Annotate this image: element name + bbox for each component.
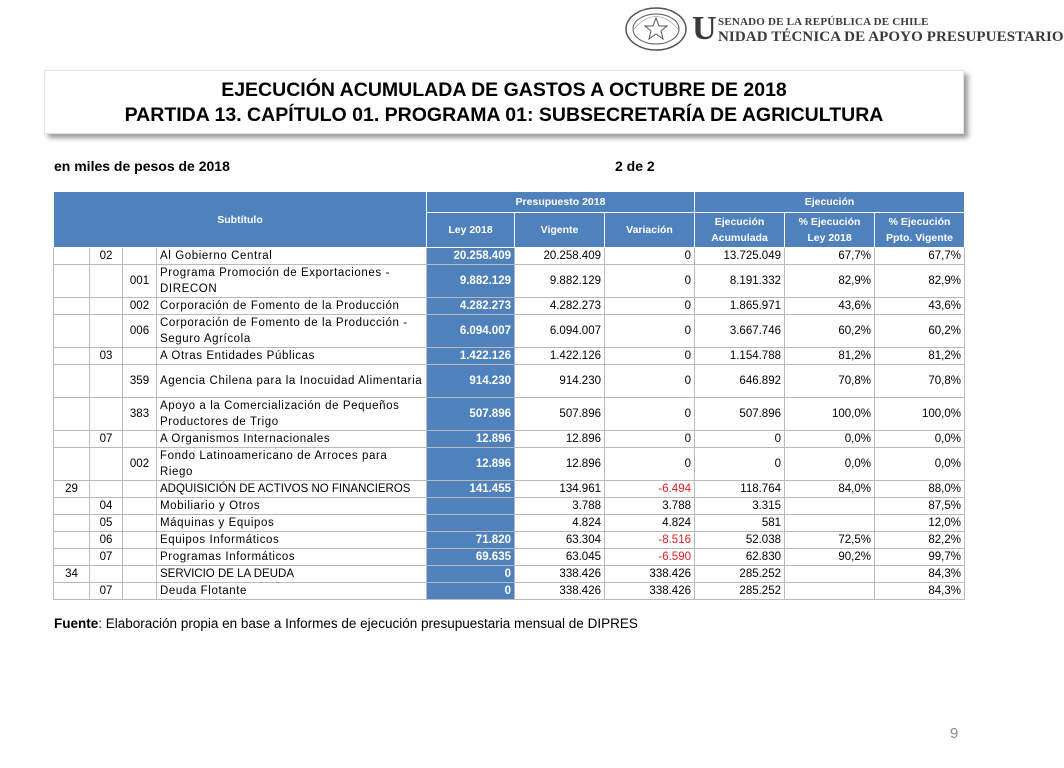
description-cell: Agencia Chilena para la Inocuidad Alimentaria [157,365,427,398]
pct-ejecucion-vigente-cell: 100,0% [875,398,965,431]
page-count-label: 2 de 2 [615,158,655,174]
pct-ejecucion-ley-cell: 100,0% [785,398,875,431]
header-ejecucion-group: Ejecución [695,192,965,213]
table-row [54,248,965,265]
header-vigente: Vigente [515,213,605,248]
pct-ejecucion-vigente-cell: 43,6% [875,298,965,315]
pct-ejecucion-ley-cell: 0,0% [785,448,875,481]
table-row [54,431,965,448]
budget-table [53,191,965,600]
subtitulo-cell [54,583,90,600]
description-cell: A Otras Entidades Públicas [157,348,427,365]
ley-2018-cell: 6.094.007 [427,315,515,348]
ejecucion-acumulada-cell: 285.252 [695,566,785,583]
item-cell: 07 [90,583,123,600]
ejecucion-acumulada-cell: 118.764 [695,481,785,498]
asignacion-cell: 006 [123,315,157,348]
variacion-cell: 0 [605,298,695,315]
variacion-cell: -6.590 [605,549,695,566]
table-row [54,298,965,315]
item-cell [90,566,123,583]
ejecucion-acumulada-cell: 3.315 [695,498,785,515]
subtitulo-cell [54,448,90,481]
variacion-cell: 338.426 [605,583,695,600]
ejecucion-acumulada-cell: 646.892 [695,365,785,398]
item-cell [90,265,123,298]
header-variacion: Variación [605,213,695,248]
subtitulo-cell: 34 [54,566,90,583]
vigente-cell: 134.961 [515,481,605,498]
subtitulo-cell [54,348,90,365]
pct-ejecucion-vigente-cell: 0,0% [875,448,965,481]
table-row [54,448,965,481]
header-pct-vigente: % Ejecución Ppto. Vigente [875,213,965,248]
pct-ejecucion-ley-cell: 81,2% [785,348,875,365]
source-note [54,616,638,631]
asignacion-cell: 002 [123,448,157,481]
ejecucion-acumulada-cell: 0 [695,431,785,448]
ley-2018-cell: 507.896 [427,398,515,431]
subtitulo-cell [54,365,90,398]
ejecucion-acumulada-cell: 13.725.049 [695,248,785,265]
vigente-cell: 507.896 [515,398,605,431]
subtitulo-cell [54,431,90,448]
description-cell: Mobiliario y Otros [157,498,427,515]
subtitulo-cell [54,315,90,348]
variacion-cell: 0 [605,265,695,298]
description-cell: Corporación de Fomento de la Producción [157,298,427,315]
description-cell: Equipos Informáticos [157,532,427,549]
asignacion-cell [123,583,157,600]
pct-ejecucion-vigente-cell: 81,2% [875,348,965,365]
header-ejec-acumulada: Ejecución Acumulada [695,213,785,248]
ejecucion-acumulada-cell: 1.865.971 [695,298,785,315]
table-row [54,583,965,600]
ley-2018-cell: 0 [427,566,515,583]
ley-2018-cell: 141.455 [427,481,515,498]
ley-2018-cell: 914.230 [427,365,515,398]
title-line-1: EJECUCIÓN ACUMULADA DE GASTOS A OCTUBRE DE 2018 [221,79,787,101]
vigente-cell: 914.230 [515,365,605,398]
vigente-cell: 63.304 [515,532,605,549]
pct-ejecucion-ley-cell: 0,0% [785,431,875,448]
vigente-cell: 12.896 [515,448,605,481]
table-row [54,398,965,431]
pct-ejecucion-vigente-cell: 67,7% [875,248,965,265]
pct-ejecucion-ley-cell [785,515,875,532]
vigente-cell: 4.282.273 [515,298,605,315]
ejecucion-acumulada-cell: 3.667.746 [695,315,785,348]
description-cell: Corporación de Fomento de la Producción - Seguro Agrícola [157,315,427,348]
variacion-cell: 0 [605,315,695,348]
ley-2018-cell [427,515,515,532]
description-cell: A Organismos Internacionales [157,431,427,448]
ley-2018-cell: 71.820 [427,532,515,549]
description-cell: Programa Promoción de Exportaciones - DIRECON [157,265,427,298]
ley-2018-cell: 69.635 [427,549,515,566]
vigente-cell: 338.426 [515,566,605,583]
subtitulo-cell [54,248,90,265]
subtitulo-cell [54,265,90,298]
ejecucion-acumulada-cell: 581 [695,515,785,532]
pct-ejecucion-ley-cell: 70,8% [785,365,875,398]
description-cell: SERVICIO DE LA DEUDA [157,566,427,583]
title-line-2: PARTIDA 13. CAPÍTULO 01. PROGRAMA 01: SUBSECRETARÍA DE AGRICULTURA [124,104,884,126]
pct-ejecucion-vigente-cell: 82,9% [875,265,965,298]
header-pct-ley: % Ejecución Ley 2018 [785,213,875,248]
variacion-cell: 338.426 [605,566,695,583]
variacion-cell: -6.494 [605,481,695,498]
item-cell: 04 [90,498,123,515]
ley-2018-cell: 9.882.129 [427,265,515,298]
item-cell [90,315,123,348]
pct-ejecucion-ley-cell: 72,5% [785,532,875,549]
item-cell: 05 [90,515,123,532]
subtitulo-cell [54,398,90,431]
pct-ejecucion-ley-cell: 84,0% [785,481,875,498]
subtitulo-cell [54,515,90,532]
ejecucion-acumulada-cell: 8.191.332 [695,265,785,298]
ejecucion-acumulada-cell: 285.252 [695,583,785,600]
table-row [54,481,965,498]
asignacion-cell [123,532,157,549]
variacion-cell: 4.824 [605,515,695,532]
asignacion-cell [123,549,157,566]
item-cell [90,365,123,398]
pct-ejecucion-vigente-cell: 0,0% [875,431,965,448]
description-cell: Apoyo a la Comercialización de Pequeños Productores de Trigo [157,398,427,431]
pct-ejecucion-vigente-cell: 82,2% [875,532,965,549]
item-cell: 06 [90,532,123,549]
pct-ejecucion-vigente-cell: 99,7% [875,549,965,566]
table-row [54,498,965,515]
asignacion-cell [123,431,157,448]
vigente-cell: 338.426 [515,583,605,600]
item-cell: 07 [90,431,123,448]
pct-ejecucion-ley-cell [785,566,875,583]
variacion-cell: 0 [605,365,695,398]
pct-ejecucion-ley-cell: 43,6% [785,298,875,315]
title-box [44,70,964,134]
source-text: : Elaboración propia en base a Informes de ejecución presupuestaria mensual de DIPRES [98,616,638,631]
ejecucion-acumulada-cell: 52.038 [695,532,785,549]
pct-ejecucion-ley-cell: 60,2% [785,315,875,348]
description-cell: Programas Informáticos [157,549,427,566]
table-row [54,348,965,365]
asignacion-cell [123,248,157,265]
brand-line-1: SENADO DE LA REPÚBLICA DE CHILE [718,16,929,28]
header-subtitulo: Subtítulo [54,192,427,248]
pct-ejecucion-ley-cell: 82,9% [785,265,875,298]
ejecucion-acumulada-cell: 1.154.788 [695,348,785,365]
description-cell: Fondo Latinoamericano de Arroces para Riego [157,448,427,481]
subtitulo-cell [54,549,90,566]
ley-2018-cell: 20.258.409 [427,248,515,265]
ejecucion-acumulada-cell: 0 [695,448,785,481]
asignacion-cell: 383 [123,398,157,431]
pct-ejecucion-vigente-cell: 84,3% [875,566,965,583]
source-label: Fuente [54,616,99,631]
pct-ejecucion-ley-cell: 90,2% [785,549,875,566]
ley-2018-cell: 12.896 [427,448,515,481]
pct-ejecucion-vigente-cell: 88,0% [875,481,965,498]
pct-ejecucion-vigente-cell: 12,0% [875,515,965,532]
item-cell: 07 [90,549,123,566]
description-cell: Máquinas y Equipos [157,515,427,532]
senado-seal-logo [624,6,688,52]
table-row [54,315,965,348]
variacion-cell: -8.516 [605,532,695,549]
pct-ejecucion-ley-cell: 67,7% [785,248,875,265]
variacion-cell: 0 [605,448,695,481]
table-row [54,515,965,532]
subtitulo-cell [54,532,90,549]
asignacion-cell [123,481,157,498]
variacion-cell: 3.788 [605,498,695,515]
ley-2018-cell: 12.896 [427,431,515,448]
brand-line-2: NIDAD TÉCNICA DE APOYO PRESUPUESTARIO [718,29,1064,45]
pct-ejecucion-vigente-cell: 60,2% [875,315,965,348]
description-cell: ADQUISICIÓN DE ACTIVOS NO FINANCIEROS [157,481,427,498]
pct-ejecucion-vigente-cell: 70,8% [875,365,965,398]
asignacion-cell [123,566,157,583]
page-number: 9 [950,725,959,742]
unidad-tecnica-brand [690,10,1064,50]
pct-ejecucion-vigente-cell: 84,3% [875,583,965,600]
variacion-cell: 0 [605,398,695,431]
pct-ejecucion-ley-cell [785,583,875,600]
vigente-cell: 63.045 [515,549,605,566]
item-cell: 03 [90,348,123,365]
vigente-cell: 6.094.007 [515,315,605,348]
vigente-cell: 12.896 [515,431,605,448]
subtitulo-cell: 29 [54,481,90,498]
budget-table-body [54,248,965,600]
ley-2018-cell: 0 [427,583,515,600]
item-cell [90,298,123,315]
header-presupuesto: Presupuesto 2018 [427,192,695,213]
table-row [54,532,965,549]
subtitulo-cell [54,498,90,515]
variacion-cell: 0 [605,431,695,448]
variacion-cell: 0 [605,348,695,365]
asignacion-cell [123,498,157,515]
vigente-cell: 1.422.126 [515,348,605,365]
ejecucion-acumulada-cell: 507.896 [695,398,785,431]
asignacion-cell: 001 [123,265,157,298]
item-cell: 02 [90,248,123,265]
pct-ejecucion-ley-cell [785,498,875,515]
pct-ejecucion-vigente-cell: 87,5% [875,498,965,515]
ley-2018-cell: 4.282.273 [427,298,515,315]
ejecucion-acumulada-cell: 62.830 [695,549,785,566]
item-cell [90,398,123,431]
vigente-cell: 3.788 [515,498,605,515]
item-cell [90,481,123,498]
variacion-cell: 0 [605,248,695,265]
brand-initial: U [692,10,717,47]
header-ley: Ley 2018 [427,213,515,248]
ley-2018-cell [427,498,515,515]
subtitulo-cell [54,298,90,315]
asignacion-cell [123,348,157,365]
vigente-cell: 9.882.129 [515,265,605,298]
table-row [54,365,965,398]
vigente-cell: 4.824 [515,515,605,532]
description-cell: Deuda Flotante [157,583,427,600]
asignacion-cell [123,515,157,532]
asignacion-cell: 359 [123,365,157,398]
table-row [54,549,965,566]
vigente-cell: 20.258.409 [515,248,605,265]
units-label: en miles de pesos de 2018 [54,158,230,174]
asignacion-cell: 002 [123,298,157,315]
table-row [54,265,965,298]
description-cell: Al Gobierno Central [157,248,427,265]
ley-2018-cell: 1.422.126 [427,348,515,365]
table-row [54,566,965,583]
item-cell [90,448,123,481]
